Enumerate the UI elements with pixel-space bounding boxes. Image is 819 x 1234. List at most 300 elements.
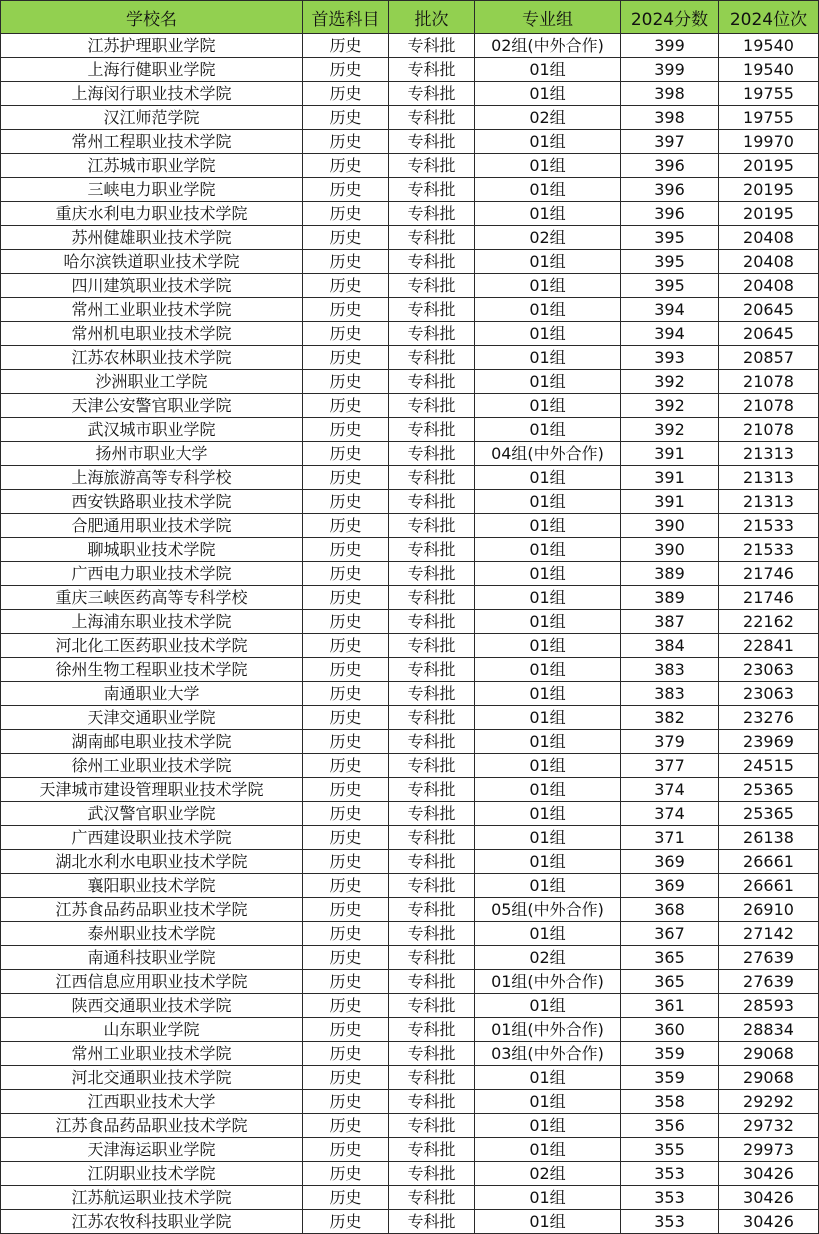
- major-group-cell: 03组(中外合作): [475, 1042, 621, 1066]
- rank-cell: 29068: [719, 1042, 819, 1066]
- batch-cell: 专科批: [389, 874, 475, 898]
- school-name-cell: 湖北水利水电职业技术学院: [1, 850, 303, 874]
- table-row: [1, 250, 819, 274]
- column-header-rank: 2024位次: [719, 1, 819, 34]
- subject-cell: 历史: [303, 466, 389, 490]
- school-name-cell: 常州工程职业技术学院: [1, 130, 303, 154]
- score-cell: 392: [621, 370, 719, 394]
- score-cell: 394: [621, 322, 719, 346]
- table-row: [1, 370, 819, 394]
- school-name-cell: 江阴职业技术学院: [1, 1162, 303, 1186]
- major-group-cell: 02组(中外合作): [475, 34, 621, 58]
- major-group-cell: 01组: [475, 58, 621, 82]
- school-name-cell: 江苏航运职业技术学院: [1, 1186, 303, 1210]
- subject-cell: 历史: [303, 1090, 389, 1114]
- school-name-cell: 三峡电力职业学院: [1, 178, 303, 202]
- batch-cell: 专科批: [389, 274, 475, 298]
- table-row: [1, 994, 819, 1018]
- score-cell: 384: [621, 634, 719, 658]
- rank-cell: 20408: [719, 226, 819, 250]
- rank-cell: 21533: [719, 538, 819, 562]
- rank-cell: 29973: [719, 1138, 819, 1162]
- rank-cell: 23969: [719, 730, 819, 754]
- score-cell: 360: [621, 1018, 719, 1042]
- major-group-cell: 01组: [475, 634, 621, 658]
- batch-cell: 专科批: [389, 1114, 475, 1138]
- rank-cell: 30426: [719, 1162, 819, 1186]
- subject-cell: 历史: [303, 274, 389, 298]
- column-header-score: 2024分数: [621, 1, 719, 34]
- batch-cell: 专科批: [389, 1066, 475, 1090]
- table-row: [1, 730, 819, 754]
- batch-cell: 专科批: [389, 1090, 475, 1114]
- major-group-cell: 01组: [475, 874, 621, 898]
- rank-cell: 27639: [719, 970, 819, 994]
- batch-cell: 专科批: [389, 898, 475, 922]
- table-row: [1, 1114, 819, 1138]
- table-row: [1, 562, 819, 586]
- batch-cell: 专科批: [389, 826, 475, 850]
- score-cell: 391: [621, 466, 719, 490]
- table-row: [1, 634, 819, 658]
- rank-cell: 20645: [719, 298, 819, 322]
- major-group-cell: 01组: [475, 706, 621, 730]
- batch-cell: 专科批: [389, 298, 475, 322]
- school-name-cell: 广西建设职业技术学院: [1, 826, 303, 850]
- school-name-cell: 天津公安警官职业学院: [1, 394, 303, 418]
- rank-cell: 20195: [719, 202, 819, 226]
- school-name-cell: 重庆水利电力职业技术学院: [1, 202, 303, 226]
- batch-cell: 专科批: [389, 1162, 475, 1186]
- major-group-cell: 01组: [475, 538, 621, 562]
- school-name-cell: 江西职业技术大学: [1, 1090, 303, 1114]
- score-cell: 389: [621, 562, 719, 586]
- rank-cell: 22841: [719, 634, 819, 658]
- major-group-cell: 01组: [475, 250, 621, 274]
- rank-cell: 21746: [719, 562, 819, 586]
- subject-cell: 历史: [303, 1042, 389, 1066]
- subject-cell: 历史: [303, 34, 389, 58]
- table-row: [1, 682, 819, 706]
- rank-cell: 21746: [719, 586, 819, 610]
- major-group-cell: 02组: [475, 946, 621, 970]
- table-header-row: [1, 1, 819, 34]
- score-cell: 395: [621, 250, 719, 274]
- batch-cell: 专科批: [389, 1186, 475, 1210]
- table-row: [1, 490, 819, 514]
- rank-cell: 29732: [719, 1114, 819, 1138]
- subject-cell: 历史: [303, 874, 389, 898]
- score-cell: 395: [621, 226, 719, 250]
- batch-cell: 专科批: [389, 58, 475, 82]
- batch-cell: 专科批: [389, 322, 475, 346]
- batch-cell: 专科批: [389, 706, 475, 730]
- rank-cell: 21313: [719, 466, 819, 490]
- subject-cell: 历史: [303, 850, 389, 874]
- school-name-cell: 苏州健雄职业技术学院: [1, 226, 303, 250]
- subject-cell: 历史: [303, 202, 389, 226]
- rank-cell: 20195: [719, 178, 819, 202]
- subject-cell: 历史: [303, 106, 389, 130]
- major-group-cell: 01组: [475, 370, 621, 394]
- subject-cell: 历史: [303, 130, 389, 154]
- rank-cell: 28593: [719, 994, 819, 1018]
- rank-cell: 23276: [719, 706, 819, 730]
- major-group-cell: 02组: [475, 226, 621, 250]
- rank-cell: 29068: [719, 1066, 819, 1090]
- school-name-cell: 南通科技职业学院: [1, 946, 303, 970]
- rank-cell: 26138: [719, 826, 819, 850]
- score-cell: 361: [621, 994, 719, 1018]
- score-cell: 392: [621, 418, 719, 442]
- table-row: [1, 706, 819, 730]
- subject-cell: 历史: [303, 250, 389, 274]
- batch-cell: 专科批: [389, 346, 475, 370]
- major-group-cell: 01组: [475, 1186, 621, 1210]
- school-name-cell: 天津城市建设管理职业技术学院: [1, 778, 303, 802]
- batch-cell: 专科批: [389, 730, 475, 754]
- rank-cell: 27142: [719, 922, 819, 946]
- school-name-cell: 哈尔滨铁道职业技术学院: [1, 250, 303, 274]
- rank-cell: 19755: [719, 106, 819, 130]
- major-group-cell: 01组: [475, 466, 621, 490]
- score-cell: 368: [621, 898, 719, 922]
- table-row: [1, 898, 819, 922]
- subject-cell: 历史: [303, 1210, 389, 1234]
- batch-cell: 专科批: [389, 946, 475, 970]
- rank-cell: 25365: [719, 802, 819, 826]
- subject-cell: 历史: [303, 1114, 389, 1138]
- batch-cell: 专科批: [389, 178, 475, 202]
- major-group-cell: 01组: [475, 802, 621, 826]
- table-row: [1, 58, 819, 82]
- subject-cell: 历史: [303, 370, 389, 394]
- table-row: [1, 754, 819, 778]
- score-cell: 355: [621, 1138, 719, 1162]
- subject-cell: 历史: [303, 490, 389, 514]
- major-group-cell: 01组: [475, 1210, 621, 1234]
- school-name-cell: 上海旅游高等专科学校: [1, 466, 303, 490]
- batch-cell: 专科批: [389, 490, 475, 514]
- subject-cell: 历史: [303, 610, 389, 634]
- major-group-cell: 01组: [475, 346, 621, 370]
- school-name-cell: 南通职业大学: [1, 682, 303, 706]
- subject-cell: 历史: [303, 634, 389, 658]
- school-name-cell: 上海行健职业学院: [1, 58, 303, 82]
- batch-cell: 专科批: [389, 802, 475, 826]
- major-group-cell: 01组: [475, 202, 621, 226]
- score-cell: 389: [621, 586, 719, 610]
- major-group-cell: 01组: [475, 754, 621, 778]
- score-cell: 353: [621, 1210, 719, 1234]
- batch-cell: 专科批: [389, 682, 475, 706]
- rank-cell: 25365: [719, 778, 819, 802]
- score-cell: 397: [621, 130, 719, 154]
- rank-cell: 27639: [719, 946, 819, 970]
- rank-cell: 20195: [719, 154, 819, 178]
- batch-cell: 专科批: [389, 202, 475, 226]
- table-row: [1, 538, 819, 562]
- rank-cell: 21078: [719, 394, 819, 418]
- table-body: [1, 34, 819, 1234]
- subject-cell: 历史: [303, 1186, 389, 1210]
- school-name-cell: 天津海运职业学院: [1, 1138, 303, 1162]
- rank-cell: 21313: [719, 490, 819, 514]
- table-row: [1, 778, 819, 802]
- rank-cell: 30426: [719, 1186, 819, 1210]
- subject-cell: 历史: [303, 178, 389, 202]
- score-cell: 398: [621, 82, 719, 106]
- table-row: [1, 106, 819, 130]
- major-group-cell: 01组(中外合作): [475, 970, 621, 994]
- major-group-cell: 01组: [475, 274, 621, 298]
- table-row: [1, 970, 819, 994]
- batch-cell: 专科批: [389, 922, 475, 946]
- rank-cell: 23063: [719, 682, 819, 706]
- school-name-cell: 扬州市职业大学: [1, 442, 303, 466]
- batch-cell: 专科批: [389, 394, 475, 418]
- score-cell: 374: [621, 778, 719, 802]
- table-row: [1, 34, 819, 58]
- table-row: [1, 946, 819, 970]
- school-name-cell: 陕西交通职业技术学院: [1, 994, 303, 1018]
- subject-cell: 历史: [303, 226, 389, 250]
- subject-cell: 历史: [303, 970, 389, 994]
- school-name-cell: 江西信息应用职业技术学院: [1, 970, 303, 994]
- score-cell: 367: [621, 922, 719, 946]
- score-cell: 396: [621, 178, 719, 202]
- school-name-cell: 徐州生物工程职业技术学院: [1, 658, 303, 682]
- subject-cell: 历史: [303, 58, 389, 82]
- table-row: [1, 658, 819, 682]
- score-cell: 395: [621, 274, 719, 298]
- batch-cell: 专科批: [389, 418, 475, 442]
- score-cell: 396: [621, 202, 719, 226]
- score-cell: 393: [621, 346, 719, 370]
- major-group-cell: 01组: [475, 994, 621, 1018]
- table-row: [1, 850, 819, 874]
- table-row: [1, 1186, 819, 1210]
- column-header-subject: 首选科目: [303, 1, 389, 34]
- score-cell: 369: [621, 850, 719, 874]
- subject-cell: 历史: [303, 394, 389, 418]
- batch-cell: 专科批: [389, 106, 475, 130]
- batch-cell: 专科批: [389, 634, 475, 658]
- major-group-cell: 01组(中外合作): [475, 1018, 621, 1042]
- subject-cell: 历史: [303, 778, 389, 802]
- major-group-cell: 02组: [475, 106, 621, 130]
- batch-cell: 专科批: [389, 562, 475, 586]
- rank-cell: 21533: [719, 514, 819, 538]
- school-name-cell: 山东职业学院: [1, 1018, 303, 1042]
- score-cell: 353: [621, 1162, 719, 1186]
- score-cell: 398: [621, 106, 719, 130]
- school-name-cell: 江苏城市职业学院: [1, 154, 303, 178]
- subject-cell: 历史: [303, 898, 389, 922]
- school-name-cell: 江苏农牧科技职业学院: [1, 1210, 303, 1234]
- major-group-cell: 01组: [475, 418, 621, 442]
- major-group-cell: 01组: [475, 562, 621, 586]
- subject-cell: 历史: [303, 322, 389, 346]
- subject-cell: 历史: [303, 298, 389, 322]
- score-cell: 383: [621, 658, 719, 682]
- batch-cell: 专科批: [389, 994, 475, 1018]
- subject-cell: 历史: [303, 514, 389, 538]
- school-name-cell: 四川建筑职业技术学院: [1, 274, 303, 298]
- batch-cell: 专科批: [389, 130, 475, 154]
- score-cell: 382: [621, 706, 719, 730]
- subject-cell: 历史: [303, 922, 389, 946]
- table-row: [1, 1162, 819, 1186]
- major-group-cell: 01组: [475, 1066, 621, 1090]
- score-cell: 390: [621, 514, 719, 538]
- score-cell: 387: [621, 610, 719, 634]
- table-row: [1, 466, 819, 490]
- score-cell: 365: [621, 946, 719, 970]
- school-name-cell: 河北化工医药职业技术学院: [1, 634, 303, 658]
- school-name-cell: 江苏护理职业学院: [1, 34, 303, 58]
- school-name-cell: 上海闵行职业技术学院: [1, 82, 303, 106]
- major-group-cell: 01组: [475, 610, 621, 634]
- batch-cell: 专科批: [389, 514, 475, 538]
- batch-cell: 专科批: [389, 82, 475, 106]
- score-cell: 374: [621, 802, 719, 826]
- score-cell: 371: [621, 826, 719, 850]
- batch-cell: 专科批: [389, 970, 475, 994]
- major-group-cell: 01组: [475, 850, 621, 874]
- batch-cell: 专科批: [389, 154, 475, 178]
- major-group-cell: 01组: [475, 154, 621, 178]
- subject-cell: 历史: [303, 562, 389, 586]
- table-row: [1, 322, 819, 346]
- score-cell: 399: [621, 34, 719, 58]
- score-cell: 383: [621, 682, 719, 706]
- score-cell: 390: [621, 538, 719, 562]
- batch-cell: 专科批: [389, 250, 475, 274]
- major-group-cell: 01组: [475, 826, 621, 850]
- table-row: [1, 226, 819, 250]
- major-group-cell: 01组: [475, 178, 621, 202]
- school-name-cell: 沙洲职业工学院: [1, 370, 303, 394]
- major-group-cell: 01组: [475, 922, 621, 946]
- table-row: [1, 442, 819, 466]
- subject-cell: 历史: [303, 1066, 389, 1090]
- rank-cell: 21078: [719, 418, 819, 442]
- rank-cell: 30426: [719, 1210, 819, 1234]
- batch-cell: 专科批: [389, 1210, 475, 1234]
- score-cell: 379: [621, 730, 719, 754]
- major-group-cell: 01组: [475, 130, 621, 154]
- school-name-cell: 西安铁路职业技术学院: [1, 490, 303, 514]
- score-cell: 399: [621, 58, 719, 82]
- batch-cell: 专科批: [389, 370, 475, 394]
- subject-cell: 历史: [303, 1162, 389, 1186]
- rank-cell: 21313: [719, 442, 819, 466]
- subject-cell: 历史: [303, 658, 389, 682]
- rank-cell: 22162: [719, 610, 819, 634]
- rank-cell: 19540: [719, 58, 819, 82]
- score-cell: 391: [621, 442, 719, 466]
- score-cell: 391: [621, 490, 719, 514]
- school-name-cell: 江苏食品药品职业技术学院: [1, 898, 303, 922]
- school-name-cell: 武汉警官职业学院: [1, 802, 303, 826]
- school-name-cell: 江苏食品药品职业技术学院: [1, 1114, 303, 1138]
- subject-cell: 历史: [303, 994, 389, 1018]
- score-cell: 359: [621, 1066, 719, 1090]
- score-cell: 359: [621, 1042, 719, 1066]
- batch-cell: 专科批: [389, 850, 475, 874]
- rank-cell: 26661: [719, 874, 819, 898]
- score-cell: 392: [621, 394, 719, 418]
- school-name-cell: 聊城职业技术学院: [1, 538, 303, 562]
- batch-cell: 专科批: [389, 1138, 475, 1162]
- batch-cell: 专科批: [389, 226, 475, 250]
- table-row: [1, 514, 819, 538]
- table-row: [1, 1018, 819, 1042]
- rank-cell: 20857: [719, 346, 819, 370]
- school-name-cell: 湖南邮电职业技术学院: [1, 730, 303, 754]
- rank-cell: 19970: [719, 130, 819, 154]
- table-row: [1, 130, 819, 154]
- subject-cell: 历史: [303, 1018, 389, 1042]
- table-row: [1, 802, 819, 826]
- table-row: [1, 1066, 819, 1090]
- major-group-cell: 01组: [475, 394, 621, 418]
- subject-cell: 历史: [303, 682, 389, 706]
- school-name-cell: 合肥通用职业技术学院: [1, 514, 303, 538]
- subject-cell: 历史: [303, 586, 389, 610]
- major-group-cell: 01组: [475, 1138, 621, 1162]
- major-group-cell: 01组: [475, 682, 621, 706]
- batch-cell: 专科批: [389, 658, 475, 682]
- school-name-cell: 常州工业职业技术学院: [1, 1042, 303, 1066]
- major-group-cell: 01组: [475, 298, 621, 322]
- table-row: [1, 1042, 819, 1066]
- table-row: [1, 82, 819, 106]
- major-group-cell: 01组: [475, 1114, 621, 1138]
- school-name-cell: 天津交通职业学院: [1, 706, 303, 730]
- batch-cell: 专科批: [389, 442, 475, 466]
- school-name-cell: 上海浦东职业技术学院: [1, 610, 303, 634]
- subject-cell: 历史: [303, 82, 389, 106]
- school-name-cell: 常州工业职业技术学院: [1, 298, 303, 322]
- table-row: [1, 1210, 819, 1234]
- table-row: [1, 418, 819, 442]
- batch-cell: 专科批: [389, 586, 475, 610]
- school-name-cell: 徐州工业职业技术学院: [1, 754, 303, 778]
- table-row: [1, 922, 819, 946]
- rank-cell: 20408: [719, 274, 819, 298]
- table-row: [1, 1138, 819, 1162]
- subject-cell: 历史: [303, 1138, 389, 1162]
- batch-cell: 专科批: [389, 1018, 475, 1042]
- score-cell: 365: [621, 970, 719, 994]
- score-cell: 377: [621, 754, 719, 778]
- score-cell: 396: [621, 154, 719, 178]
- subject-cell: 历史: [303, 346, 389, 370]
- subject-cell: 历史: [303, 154, 389, 178]
- rank-cell: 23063: [719, 658, 819, 682]
- subject-cell: 历史: [303, 418, 389, 442]
- column-header-school: 学校名: [1, 1, 303, 34]
- school-name-cell: 襄阳职业技术学院: [1, 874, 303, 898]
- subject-cell: 历史: [303, 442, 389, 466]
- table-row: [1, 826, 819, 850]
- table-row: [1, 298, 819, 322]
- column-header-major-group: 专业组: [475, 1, 621, 34]
- subject-cell: 历史: [303, 730, 389, 754]
- rank-cell: 20645: [719, 322, 819, 346]
